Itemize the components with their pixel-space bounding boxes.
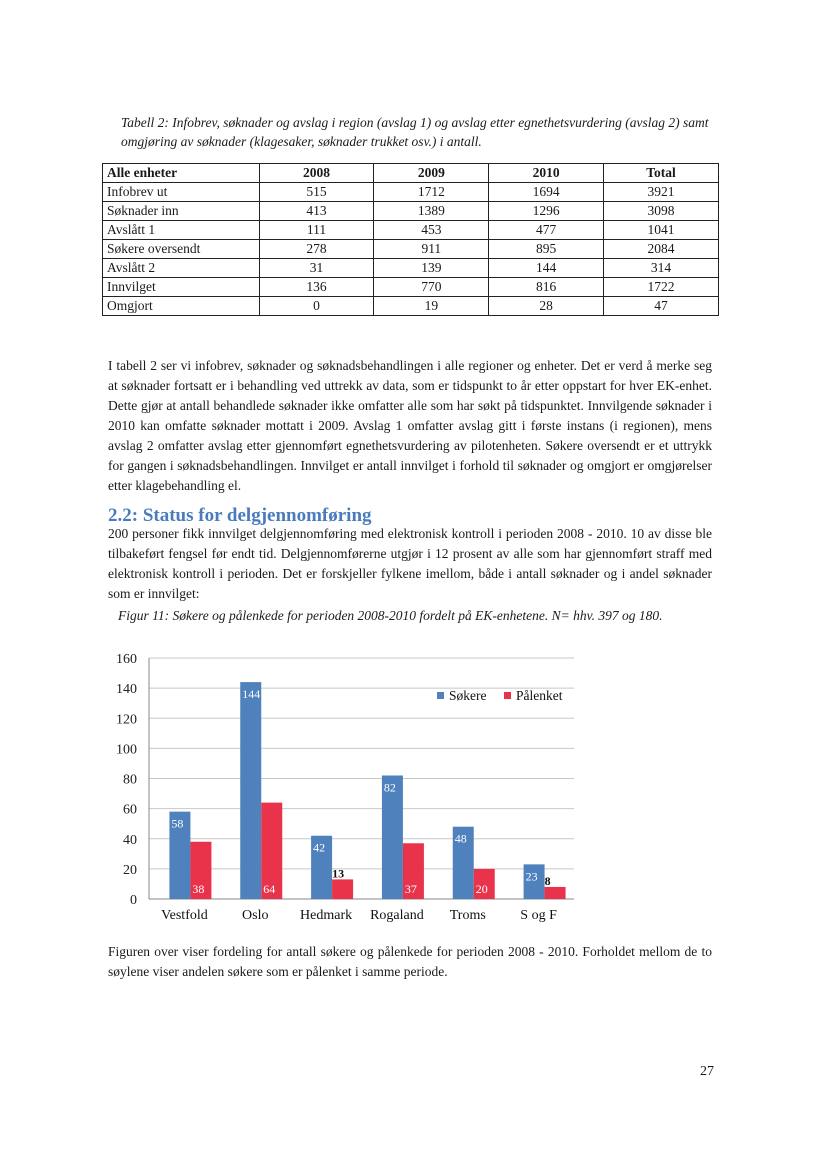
table-cell: 136 [259,278,374,297]
table-cell: 816 [489,278,604,297]
table-cell: 28 [489,297,604,316]
table-cell: 31 [259,259,374,278]
data-label: 13 [332,866,345,881]
table-caption: Tabell 2: Infobrev, søknader og avslag i region (avslag 1) og avslag etter egnethetsvurdering (avslag 2) samt omgjøring av søknader (klagesaker, søknader trukket osv.) i antall. [121,115,709,149]
table-header: 2009 [374,164,489,183]
table-row [103,240,719,259]
paragraph-table-description: I tabell 2 ser vi infobrev, søknader og søknadsbehandlingen i alle regioner og enheter. Det er verd å merke seg at søknader fortsatt er i behandling ved uttrekk av data, som er tidspunkt to år etter oppstart for hver EK-enhet. Dette gjør at antall behandlede søknader ikke omfatter alle som har søkt på tidspunktet. Innvilgende søknader i 2010 kan omfatte søknader mottatt i 2009. Avslag 1 omfatter avslag gitt i første instans (i regionen), mens avslag 2 omfatter avslag etter gjennomført egnethetsvurdering av pilotenheten. Søkere oversendt er et uttrykk for gangen i søknadsbehandlingen. Innvilget er antall innvilget i forhold til søknader og omgjort er omgjørelser etter klagebehandling el. [108,358,712,493]
data-label: 23 [525,869,538,884]
table-cell: 139 [374,259,489,278]
table-header: 2008 [259,164,374,183]
table-cell: 144 [489,259,604,278]
data-label: 8 [544,873,551,888]
y-tick-label: 160 [116,652,137,667]
table-cell: 0 [259,297,374,316]
table-cell: 770 [374,278,489,297]
y-tick-label: 20 [123,862,137,878]
table-row [103,259,719,278]
data-label: 42 [313,840,326,855]
data-label: 37 [404,882,417,896]
x-tick-label: Rogaland [370,908,424,923]
table-row [103,183,719,202]
y-tick-label: 0 [130,893,137,908]
paragraph-figure-description: Figuren over viser fordeling for antall søkere og pålenkede for perioden 2008 - 2010. Forholdet mellom de to søylene viser andelen søkere som er pålenket i samme periode. [108,944,712,979]
y-tick-label: 60 [123,802,137,818]
page-number: 27 [700,1064,714,1079]
table-cell: Søknader inn [103,202,260,221]
table-header: Alle enheter [103,164,260,183]
table-cell: 477 [489,221,604,240]
data-table [102,163,719,316]
table-row [103,297,719,316]
table-cell: 1296 [489,202,604,221]
table-cell: 895 [489,240,604,259]
table-cell: 1712 [374,183,489,202]
legend-swatch [437,692,444,699]
table-cell: Omgjort [103,297,260,316]
bar-chart [108,648,588,928]
bar-plenket [332,879,353,899]
table-cell: Avslått 1 [103,221,260,240]
table-cell: Søkere oversendt [103,240,260,259]
x-tick-label: Vestfold [161,908,208,923]
data-label: 48 [454,831,467,846]
table-header-row [103,164,719,183]
table-header: Total [604,164,719,183]
figure-caption: Figur 11: Søkere og pålenkede for perioden 2008-2010 fordelt på EK-enhetene. N= hhv. 397 og 180. [118,608,663,623]
table-cell: Avslått 2 [103,259,260,278]
table-cell: 1389 [374,202,489,221]
legend-swatch [504,692,511,699]
y-tick-label: 140 [116,682,137,698]
table-cell: 278 [259,240,374,259]
table-cell: 47 [604,297,719,316]
data-label: 144 [242,687,261,702]
table-cell: 314 [604,259,719,278]
data-label: 82 [383,780,396,795]
x-tick-label: Hedmark [300,908,353,923]
section-heading: 2.2: Status for delgjennomføring [108,505,372,526]
table-cell: 111 [259,221,374,240]
data-label: 64 [263,882,276,896]
table-cell: 413 [259,202,374,221]
y-tick-label: 120 [116,712,137,728]
table-cell: 911 [374,240,489,259]
table-cell: 1041 [604,221,719,240]
table-header: 2010 [489,164,604,183]
x-tick-label: Oslo [242,908,269,923]
x-tick-label: S og F [520,908,557,923]
table-cell: 515 [259,183,374,202]
data-label: 58 [171,816,184,831]
y-tick-label: 80 [123,772,137,788]
table-cell: 19 [374,297,489,316]
data-label: 20 [475,882,488,896]
table-cell: 3098 [604,202,719,221]
table-cell: Infobrev ut [103,183,260,202]
bar-plenket [545,887,566,899]
legend-label: Søkere [449,688,487,703]
table-row [103,278,719,297]
table-cell: 3921 [604,183,719,202]
table-cell: 1694 [489,183,604,202]
table-row [103,202,719,221]
y-tick-label: 100 [116,742,137,758]
paragraph-status: 200 personer fikk innvilget delgjennomføring med elektronisk kontroll i perioden 2008 - 2010. 10 av disse ble tilbakeført fengsel før endt tid. Delgjennomførerne utgjør i 12 prosent av alle som har gjennomført straff med elektronisk kontroll i perioden. Det er forskjeller fylkene imellom, både i antall søknader og i andel søknader som er innvilget: [108,526,712,601]
table-cell: 1722 [604,278,719,297]
data-label: 38 [192,882,205,896]
table-cell: Innvilget [103,278,260,297]
table-cell: 2084 [604,240,719,259]
y-tick-label: 40 [123,832,137,848]
table-row [103,221,719,240]
x-tick-label: Troms [449,908,486,923]
bar-skere [240,682,261,899]
legend-label: Pålenket [516,688,563,703]
table-cell: 453 [374,221,489,240]
